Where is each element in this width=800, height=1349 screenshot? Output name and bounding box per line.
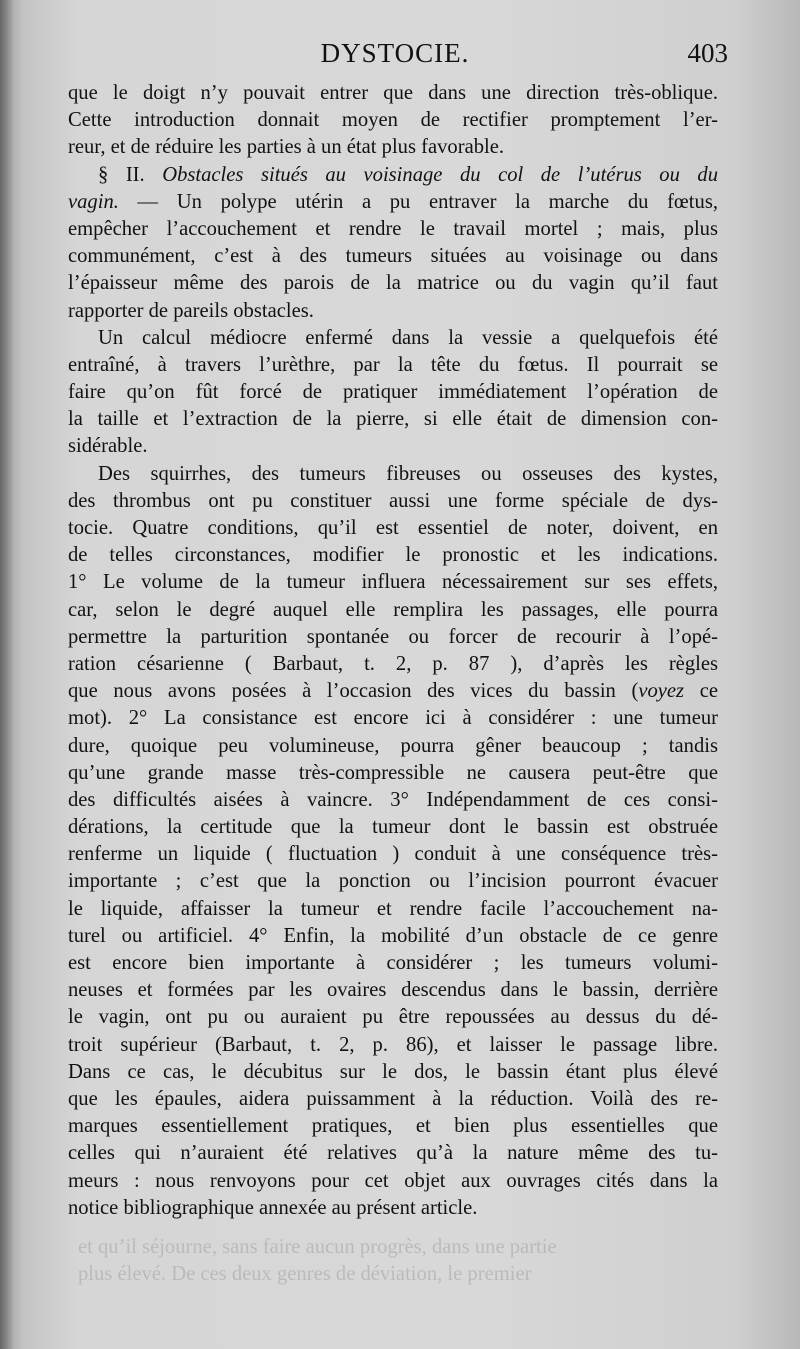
text-line (68, 406, 718, 433)
italic-text: Obstacles situés au voisinage du col de l’utérus ou du (162, 163, 718, 186)
section-mark: § II. (98, 163, 145, 186)
line-text: dure, quoique peu volumineuse, pourra gêner beaucoup ; tandis (68, 734, 718, 757)
text-line (68, 270, 718, 297)
line-text: mot). 2° La consistance est encore ici à considérer : une tumeur (68, 707, 718, 730)
line-text: l’épaisseur même des parois de la matrice ou du vagin qu’il faut (68, 272, 718, 295)
text-line (68, 1195, 718, 1222)
line-text: que les épaules, aidera puissamment à la réduction. Voilà des re- (68, 1087, 718, 1110)
text-line (68, 868, 718, 895)
line-text: que nous avons posées à l’occasion des vices du bassin ( (68, 680, 639, 703)
line-text: que le doigt n’y pouvait entrer que dans une direction très-oblique. (68, 82, 718, 104)
bleed-line: et qu’il séjourne, sans faire aucun progrès, dans une partie (78, 1236, 557, 1258)
text-line (68, 216, 718, 243)
line-text: ce (684, 680, 718, 703)
line-text: Des squirrhes, des tumeurs fibreuses ou osseuses des kystes, (98, 462, 718, 485)
text-line (68, 134, 718, 161)
line-text: neuses et formées par les ovaires descendus dans le bassin, derrière (68, 979, 718, 1002)
line-text: empêcher l’accouchement et rendre le travail mortel ; mais, plus (68, 217, 718, 240)
line-text: ration césarienne ( Barbaut, t. 2, p. 87 ), d’après les règles (68, 652, 718, 675)
line-text: des difficultés aisées à vaincre. 3° Indépendamment de ces consi- (68, 788, 718, 811)
italic-text: voyez (638, 680, 685, 703)
line-text: meurs : nous renvoyons pour cet objet aux ouvrages cités dans la (68, 1169, 718, 1192)
text-line (68, 515, 718, 542)
text-line (68, 379, 718, 406)
line-text: rapporter de pareils obstacles. (68, 299, 314, 322)
line-text: importante ; c’est que la ponction ou l’incision pourront évacuer (68, 870, 718, 893)
text-line (68, 787, 718, 814)
line-text: renferme un liquide ( fluctuation ) conduit à une conséquence très- (68, 843, 718, 866)
text-line (68, 107, 718, 134)
line-text: le vagin, ont pu ou auraient pu être repoussées au dessus du dé- (68, 1006, 718, 1029)
line-text: dérations, la certitude que la tumeur dont le bassin est obstruée (68, 816, 718, 839)
bleed-line: plus élevé. De ces deux genres de déviation, le premier (78, 1263, 532, 1286)
text-line (68, 298, 718, 325)
text-line (68, 597, 718, 624)
text-line (68, 841, 718, 868)
text-line (68, 651, 718, 678)
text-line (68, 1059, 718, 1086)
line-text: de telles circonstances, modifier le pronostic et les indications. (68, 544, 718, 567)
text-line (68, 461, 718, 488)
line-text: reur, et de réduire les parties à un état plus favorable. (68, 136, 505, 159)
body-text (68, 80, 718, 1222)
line-text: la taille et l’extraction de la pierre, si elle était de dimension con- (68, 408, 718, 431)
line-text: celles qui n’auraient été relatives qu’à la nature même des tu- (68, 1142, 718, 1165)
line-text: tocie. Quatre conditions, qu’il est essentiel de noter, doivent, en (68, 517, 718, 539)
line-text: Cette introduction donnait moyen de rectifier promptement l’er- (68, 109, 718, 132)
line-text: qu’une grande masse très-compressible ne causera peut-être que (68, 761, 718, 784)
running-title: DYSTOCIE. (320, 38, 470, 68)
text-line (68, 760, 718, 787)
text-line (68, 1004, 718, 1031)
text-line (68, 733, 718, 760)
line-text: notice bibliographique annexée au présent article. (68, 1196, 478, 1219)
text-line (68, 352, 718, 379)
text-line (68, 814, 718, 841)
text-line (68, 325, 718, 352)
line-text: est encore bien importante à considérer ; les tumeurs volumi- (68, 952, 718, 974)
text-line (68, 1140, 718, 1167)
line-text: Un calcul médiocre enfermé dans la vessie a quelquefois été (98, 326, 718, 349)
italic-text: vagin. (68, 190, 119, 213)
text-line (68, 678, 718, 705)
text-line (68, 1113, 718, 1140)
line-text: marques essentiellement pratiques, et bien plus essentielles que (68, 1115, 718, 1138)
line-text: entraîné, à travers l’urèthre, par la tête du fœtus. Il pourrait se (68, 353, 718, 376)
text-line (68, 80, 718, 107)
line-text: le liquide, affaisser la tumeur et rendre facile l’accouchement na- (68, 897, 718, 920)
line-text: sidérable. (68, 435, 148, 458)
line-text: permettre la parturition spontanée ou forcer de recourir à l’opé- (68, 625, 718, 648)
line-text: turel ou artificiel. 4° Enfin, la mobilité d’un obstacle de ce genre (68, 924, 718, 947)
text-line (68, 950, 718, 977)
text-line (68, 189, 718, 216)
line-text: des thrombus ont pu constituer aussi une forme spéciale de dys- (68, 489, 718, 512)
text-line (68, 488, 718, 515)
text-line (68, 896, 718, 923)
running-head (70, 38, 728, 78)
text-line (68, 624, 718, 651)
line-text: faire qu’on fût forcé de pratiquer immédiatement l’opération de (68, 381, 718, 404)
text-line (68, 1032, 718, 1059)
line-text: car, selon le degré auquel elle remplira les passages, elle pourra (68, 598, 718, 621)
text-line (68, 433, 718, 460)
bleed-through-text (78, 1234, 728, 1288)
line-text: 1° Le volume de la tumeur influera nécessairement sur ses effets, (68, 571, 718, 594)
text-line (68, 243, 718, 270)
text-line (68, 705, 718, 732)
text-line (68, 977, 718, 1004)
line-text: — Un polype utérin a pu entraver la marche du fœtus, (118, 190, 718, 213)
page-gutter-shadow (0, 0, 14, 1349)
line-text: communément, c’est à des tumeurs situées au voisinage ou dans (68, 245, 718, 268)
line-text: troit supérieur (Barbaut, t. 2, p. 86), et laisser le passage libre. (68, 1033, 718, 1056)
text-line (68, 1168, 718, 1195)
text-line (68, 923, 718, 950)
text-line (68, 569, 718, 596)
line-text: Dans ce cas, le décubitus sur le dos, le bassin étant plus élevé (68, 1060, 718, 1083)
page-number: 403 (687, 38, 728, 68)
text-line (68, 162, 718, 189)
text-line (68, 542, 718, 569)
text-line (68, 1086, 718, 1113)
